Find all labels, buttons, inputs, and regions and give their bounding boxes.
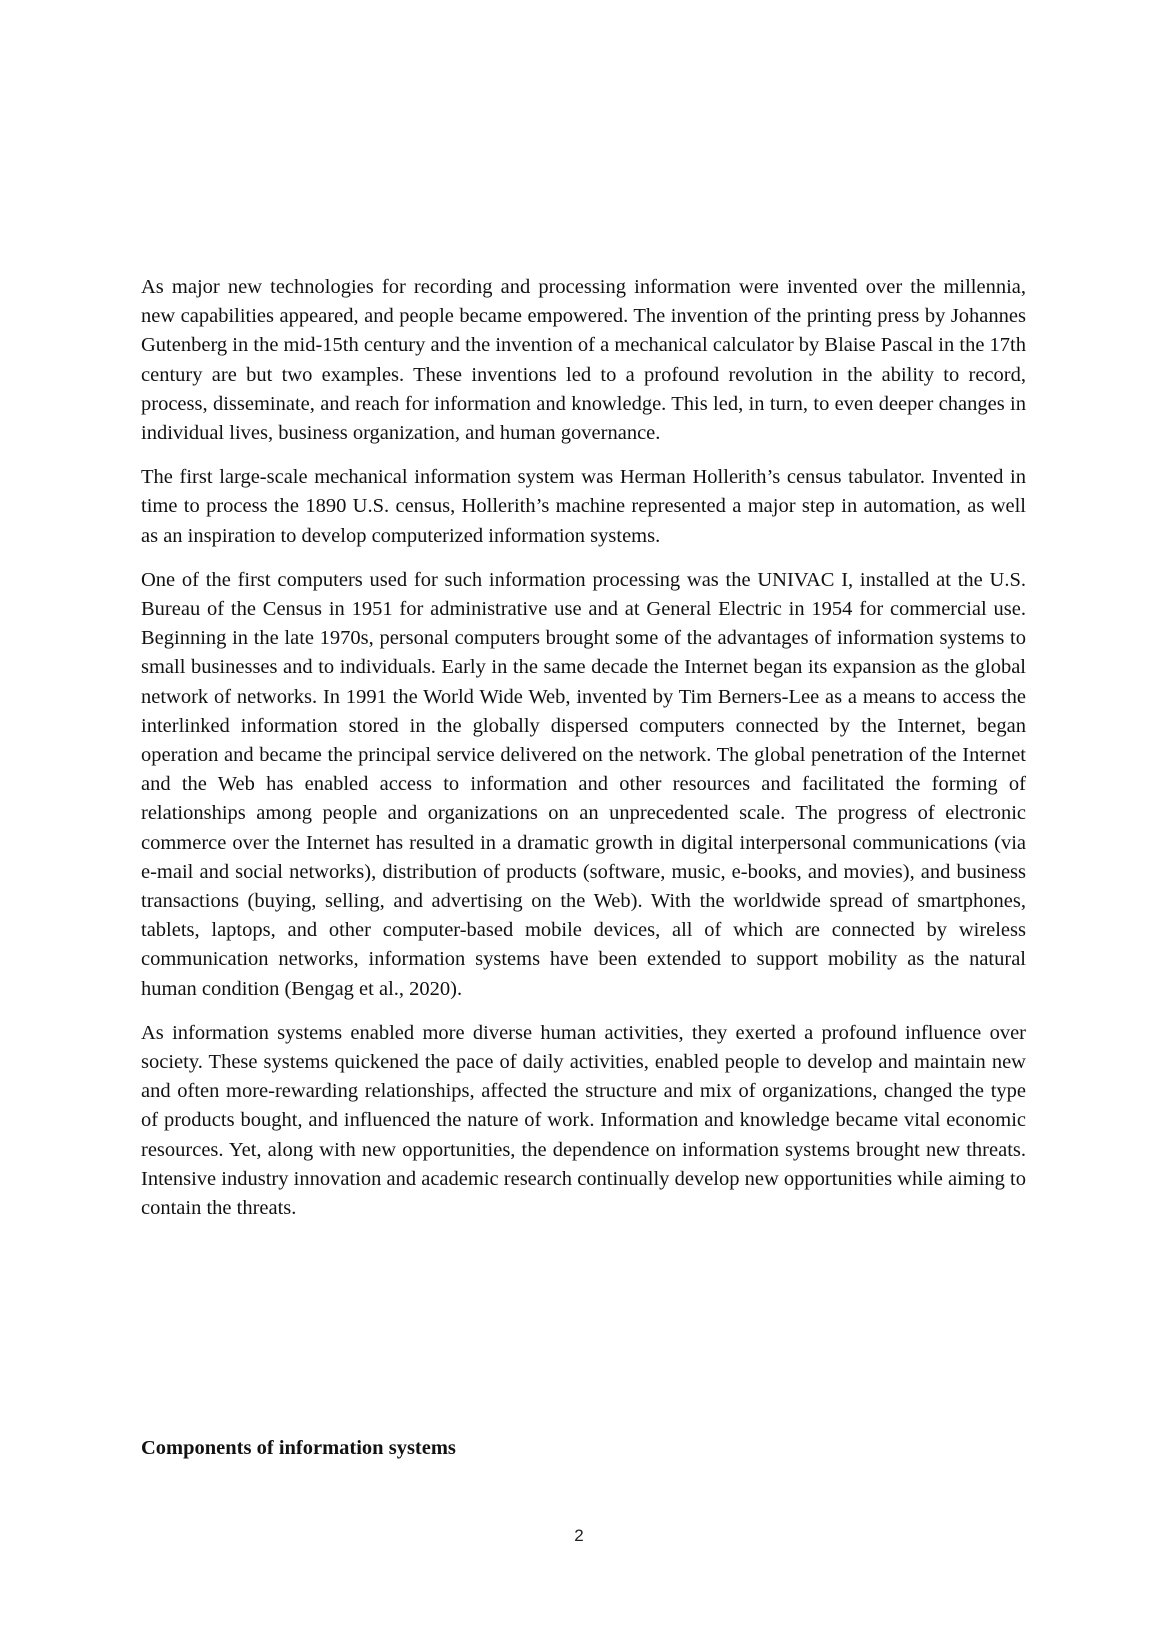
body-text — [141, 273, 1026, 1238]
paragraph-1: As major new technologies for recording and processing information were invented over the millennia, new capabilities appeared, and people became empowered. The invention of the printing press by Johannes Gutenberg in the mid-15th century and the invention of a mechanical calculator by Blaise Pascal in the 17th century are but two examples. These inventions led to a profound revolution in the ability to record, process, disseminate, and reach for information and knowledge. This led, in turn, to even deeper changes in individual lives, business organization, and human governance. — [141, 276, 1026, 445]
page-number: 2 — [574, 1526, 584, 1545]
paragraph-4: As information systems enabled more diverse human activities, they exerted a profound influence over society. These systems quickened the pace of daily activities, enabled people to develop and maintain new and often more-rewarding relationships, affected the structure and mix of organizations, changed the type of products bought, and influenced the nature of work. Information and knowledge became vital economic resources. Yet, along with new opportunities, the dependence on information systems brought new threats. Intensive industry innovation and academic research continually develop new opportunities while aiming to contain the threats. — [141, 1021, 1026, 1220]
paragraph-2: The first large-scale mechanical information system was Herman Hollerith’s census tabulator. Invented in time to process the 1890 U.S. census, Hollerith’s machine represented a major step in automation, as well as an inspiration to develop computerized information systems. — [141, 466, 1026, 547]
section-heading: Components of information systems — [141, 1437, 456, 1459]
paragraph-3: One of the first computers used for such information processing was the UNIVAC I, installed at the U.S. Bureau of the Census in 1951 for administrative use and at General Electric in 1954 for commercial use. Beginning in the late 1970s, personal computers brought some of the advantages of information systems to small businesses and to individuals. Early in the same decade the Internet began its expansion as the global network of networks. In 1991 the World Wide Web, invented by Tim Berners-Lee as a means to access the interlinked information stored in the globally dispersed computers connected by the Internet, began operation and became the principal service delivered on the network. The global penetration of the Internet and the Web has enabled access to information and other resources and facilitated the forming of relationships among people and organizations on an unprecedented scale. The progress of electronic commerce over the Internet has resulted in a dramatic growth in digital interpersonal communications (via e-mail and social networks), distribution of products (software, music, e-books, and movies), and business transactions (buying, selling, and advertising on the Web). With the worldwide spread of smartphones, tablets, laptops, and other computer-based mobile devices, all of which are connected by wireless communication networks, information systems have been extended to support mobility as the natural human condition (Bengag et al., 2020). — [141, 568, 1026, 1000]
